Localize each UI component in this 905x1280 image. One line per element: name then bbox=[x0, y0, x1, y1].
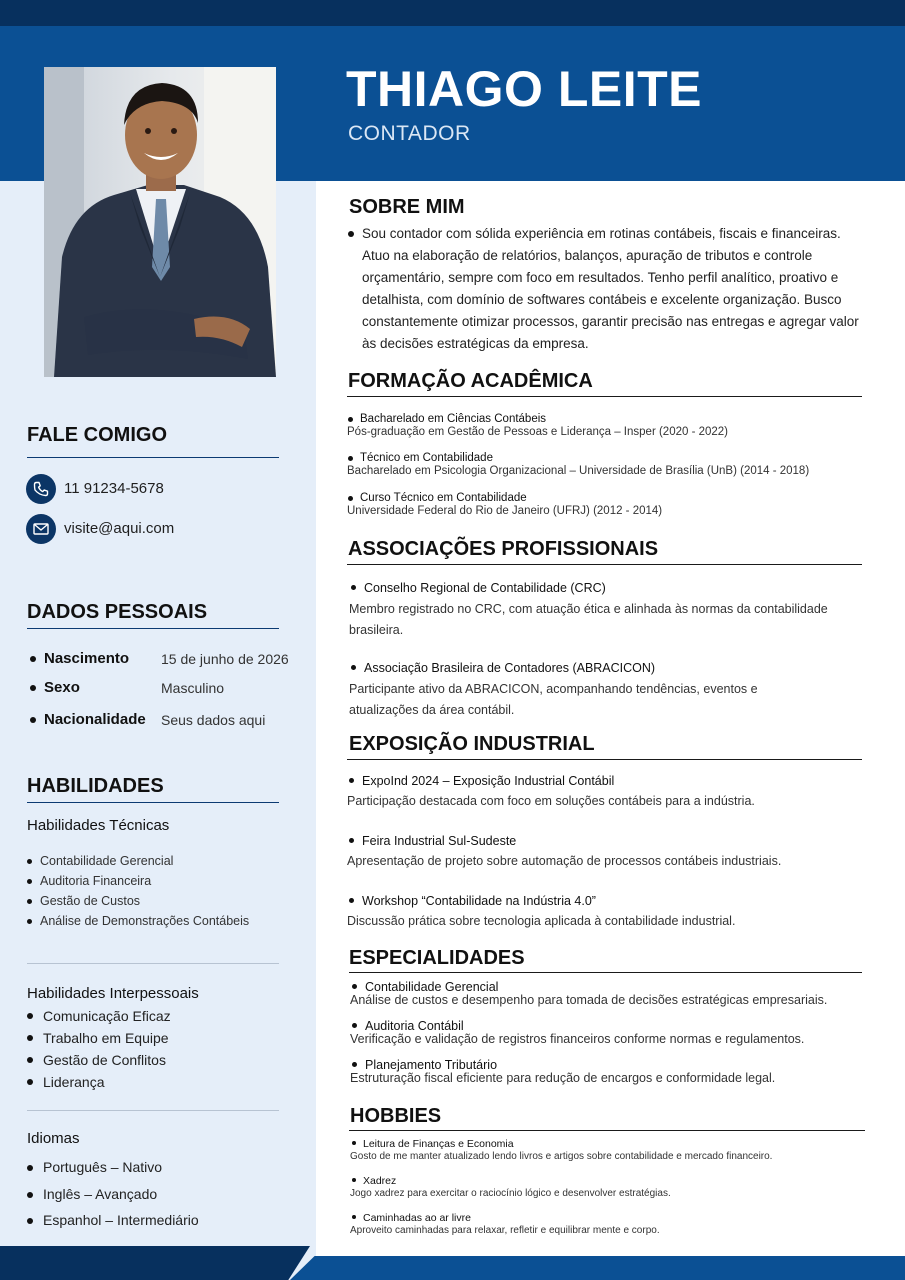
specialty-desc: Estruturação fiscal eficiente para redução de encargos e conformidade legal. bbox=[350, 1071, 776, 1085]
list-item: Espanhol – Intermediário bbox=[27, 1207, 199, 1234]
about-text: Sou contador com sólida experiência em rotinas contábeis, fiscais e financeiras. Atuo na elaboração de relatórios, balanços, apuração de tributos e controle orçamentário, sempre com foco em resultados. Tenho perfil analítico, proativo e detalhista, com domínio de softwares contábeis e excelente organização. Busco constantemente otimizar processos, garantir precisão nas entregas e agregar valor às decisões estratégicas da empresa. bbox=[362, 226, 859, 351]
personal-label: Sexo bbox=[44, 679, 80, 696]
education-title: Curso Técnico em Contabilidade bbox=[360, 492, 527, 504]
association-title: Conselho Regional de Contabilidade (CRC) bbox=[364, 581, 606, 595]
footer-band-right bbox=[290, 1256, 905, 1280]
hobby-desc: Jogo xadrez para exercitar o raciocínio lógico e desenvolver estratégias. bbox=[350, 1188, 671, 1199]
skills-heading: HABILIDADES bbox=[27, 775, 164, 797]
portrait-illustration bbox=[44, 67, 276, 377]
hobby-item bbox=[350, 1212, 471, 1224]
personal-label: Nascimento bbox=[44, 650, 130, 667]
exhibition-desc: Participação destacada com foco em soluções contábeis para a indústria. bbox=[347, 794, 755, 808]
hobby-desc: Gosto de me manter atualizado lendo livros e artigos sobre contabilidade e mercado financeiro. bbox=[350, 1151, 773, 1162]
specialties-heading: ESPECIALIDADES bbox=[349, 947, 525, 969]
about-text-block bbox=[346, 223, 866, 355]
list-item: Inglês – Avançado bbox=[27, 1181, 199, 1208]
bullet-icon bbox=[348, 231, 354, 237]
exhibition-item bbox=[347, 894, 596, 908]
associations-rule bbox=[347, 564, 862, 565]
hobbies-rule bbox=[349, 1130, 865, 1131]
languages-list bbox=[27, 1154, 199, 1234]
bullet-icon bbox=[30, 717, 36, 723]
exhibition-title: Feira Industrial Sul-Sudeste bbox=[362, 834, 517, 848]
specialty-item bbox=[350, 980, 498, 994]
bullet-icon bbox=[30, 656, 36, 662]
hobbies-heading: HOBBIES bbox=[350, 1105, 442, 1127]
hobby-title: Leitura de Finanças e Economia bbox=[363, 1138, 514, 1150]
hobby-desc: Aproveito caminhadas para relaxar, refletir e equilibrar mente e corpo. bbox=[350, 1225, 660, 1236]
exhibition-item bbox=[347, 834, 516, 848]
specialty-title: Planejamento Tributário bbox=[365, 1058, 498, 1072]
bullet-icon bbox=[352, 1141, 356, 1145]
exhibition-desc: Discussão prática sobre tecnologia aplicada à contabilidade industrial. bbox=[347, 914, 736, 928]
education-heading: FORMAÇÃO ACADÊMICA bbox=[348, 370, 593, 392]
interpersonal-skills-list bbox=[27, 1005, 171, 1093]
personal-value: Seus dados aqui bbox=[161, 712, 266, 728]
association-item bbox=[349, 581, 606, 595]
divider bbox=[27, 963, 279, 964]
bullet-icon bbox=[348, 417, 353, 422]
list-item: Auditoria Financeira bbox=[27, 871, 249, 891]
education-rule bbox=[347, 396, 862, 397]
divider bbox=[27, 1110, 279, 1111]
specialty-item bbox=[350, 1058, 497, 1072]
specialty-item bbox=[350, 1019, 464, 1033]
hobby-title: Xadrez bbox=[363, 1175, 397, 1187]
specialty-desc: Verificação e validação de registros financeiros conforme normas e regulamentos. bbox=[350, 1032, 805, 1046]
education-item bbox=[347, 492, 527, 504]
specialties-rule bbox=[349, 972, 862, 973]
exhibition-desc: Apresentação de projeto sobre automação de processos contábeis industriais. bbox=[347, 854, 782, 868]
hobby-item bbox=[350, 1138, 514, 1150]
specialty-title: Contabilidade Gerencial bbox=[365, 980, 499, 994]
hobby-title: Caminhadas ao ar livre bbox=[363, 1212, 471, 1224]
association-title: Associação Brasileira de Contadores (ABRACICON) bbox=[364, 661, 656, 675]
education-desc: Universidade Federal do Rio de Janeiro (UFRJ) (2012 - 2014) bbox=[347, 505, 663, 517]
hobby-item bbox=[350, 1175, 396, 1187]
footer-band-left bbox=[0, 1246, 310, 1280]
exhibition-title: Workshop “Contabilidade na Indústria 4.0” bbox=[362, 894, 596, 908]
bullet-icon bbox=[352, 1062, 357, 1067]
technical-skills-list bbox=[27, 851, 249, 931]
association-desc: Membro registrado no CRC, com atuação ética e alinhada às normas da contabilidade brasileira. bbox=[349, 602, 828, 637]
exhibition-rule bbox=[347, 759, 862, 760]
list-item: Contabilidade Gerencial bbox=[27, 851, 249, 871]
education-title: Técnico em Contabilidade bbox=[360, 452, 493, 464]
personal-label: Nacionalidade bbox=[44, 711, 146, 728]
bullet-icon bbox=[349, 898, 354, 903]
education-desc: Bacharelado em Psicologia Organizacional – Universidade de Brasília (UnB) (2014 - 2018) bbox=[347, 465, 810, 477]
exhibition-heading: EXPOSIÇÃO INDUSTRIAL bbox=[349, 733, 595, 755]
bullet-icon bbox=[351, 665, 356, 670]
languages-heading: Idiomas bbox=[27, 1130, 80, 1147]
list-item: Liderança bbox=[27, 1071, 171, 1093]
specialty-title: Auditoria Contábil bbox=[365, 1019, 464, 1033]
bullet-icon bbox=[352, 1215, 356, 1219]
candidate-name: THIAGO LEITE bbox=[346, 61, 702, 117]
technical-skills-heading: Habilidades Técnicas bbox=[27, 817, 170, 834]
bullet-icon bbox=[352, 1178, 356, 1182]
bullet-icon bbox=[352, 1023, 357, 1028]
contact-email[interactable]: visite@aqui.com bbox=[64, 520, 175, 537]
exhibition-title: ExpoInd 2024 – Exposição Industrial Contábil bbox=[362, 774, 615, 788]
education-item bbox=[347, 413, 546, 425]
contact-phone[interactable]: 11 91234-5678 bbox=[64, 480, 164, 497]
bullet-icon bbox=[352, 984, 357, 989]
association-desc: Participante ativo da ABRACICON, acompanhando tendências, eventos e atualizações da área contábil. bbox=[349, 682, 758, 717]
phone-icon bbox=[26, 474, 56, 504]
list-item: Análise de Demonstrações Contábeis bbox=[27, 911, 249, 931]
mail-icon bbox=[26, 514, 56, 544]
list-item: Gestão de Custos bbox=[27, 891, 249, 911]
list-item: Português – Nativo bbox=[27, 1154, 199, 1181]
education-item bbox=[347, 452, 493, 464]
top-strip bbox=[0, 0, 905, 26]
bullet-icon bbox=[348, 496, 353, 501]
bullet-icon bbox=[349, 778, 354, 783]
personal-value: Masculino bbox=[161, 680, 225, 696]
contact-heading: FALE COMIGO bbox=[27, 424, 167, 446]
personal-value: 15 de junho de 2026 bbox=[161, 651, 289, 667]
associations-heading: ASSOCIAÇÕES PROFISSIONAIS bbox=[348, 538, 659, 560]
bullet-icon bbox=[30, 685, 36, 691]
profile-photo bbox=[44, 67, 276, 377]
bullet-icon bbox=[351, 585, 356, 590]
education-title: Bacharelado em Ciências Contábeis bbox=[360, 413, 547, 425]
list-item: Comunicação Eficaz bbox=[27, 1005, 171, 1027]
education-desc: Pós-graduação em Gestão de Pessoas e Liderança – Insper (2020 - 2022) bbox=[347, 426, 729, 438]
bullet-icon bbox=[348, 456, 353, 461]
skills-rule bbox=[27, 802, 279, 803]
list-item: Trabalho em Equipe bbox=[27, 1027, 171, 1049]
bullet-icon bbox=[349, 838, 354, 843]
specialty-desc: Análise de custos e desempenho para tomada de decisões estratégicas empresariais. bbox=[350, 993, 828, 1007]
association-item bbox=[349, 661, 655, 675]
exhibition-item bbox=[347, 774, 614, 788]
interpersonal-skills-heading: Habilidades Interpessoais bbox=[27, 985, 199, 1002]
contact-rule bbox=[27, 457, 279, 458]
candidate-role: CONTADOR bbox=[348, 122, 471, 145]
about-heading: SOBRE MIM bbox=[349, 196, 465, 218]
list-item: Gestão de Conflitos bbox=[27, 1049, 171, 1071]
personal-rule bbox=[27, 628, 279, 629]
personal-heading: DADOS PESSOAIS bbox=[27, 601, 208, 623]
